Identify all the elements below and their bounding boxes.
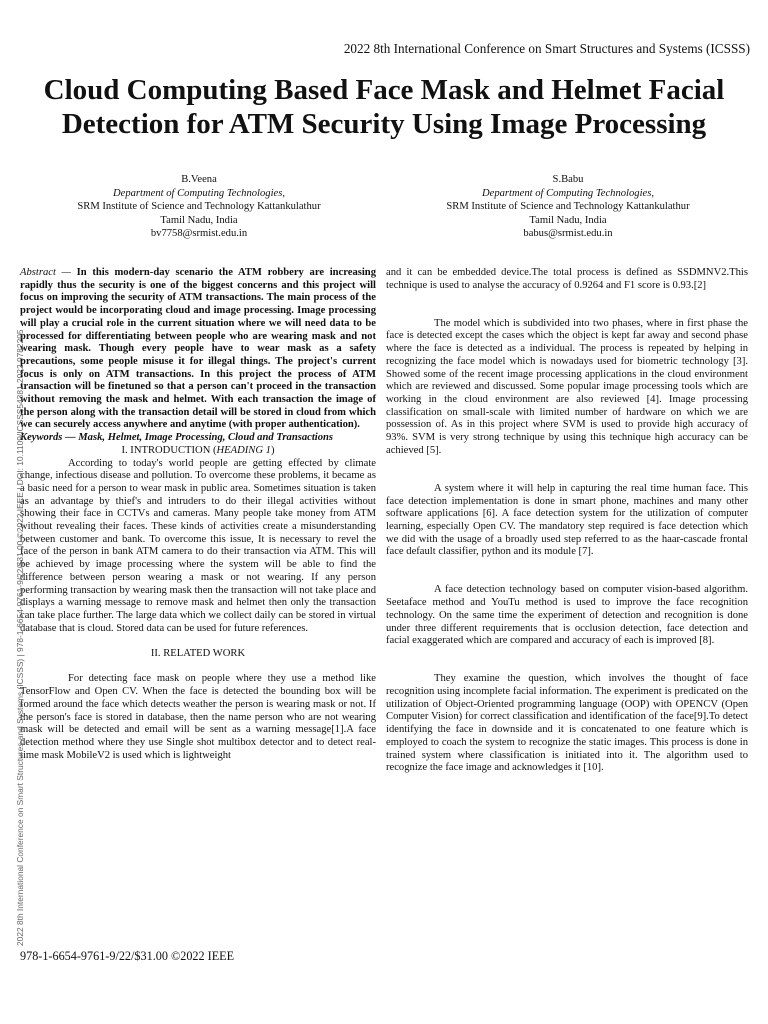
author-department: Department of Computing Technologies,	[112, 187, 286, 199]
introduction-paragraph: According to today's world people are getting effected by climate change, infectious disease and pollution. To overcome these problems, it became as a basic need for a person to wear mask in public area. Sometimes situation is taken as an advantage by thief's and intruders to do their illegal activities without showing their face in CCTVs and cameras. Many people take money from ATM without revealing their faces. These kinds of activities create a misunderstanding between customer and bank. To overcome this issue, It is necessary to revel the face of the person in bank ATM camera to do their transaction via ATM. This will be achieved by image processing where the system will be able to find the difference between person wearing a mask or not wearing. If any person performing transaction by wearing mask then the transaction will not take place and displays a warning message to remove mask and helmet then only the transaction can take place further. The large data which we collect daily can be stored in virtual database that is cloud. Stored data can be used for future references.	[20, 457, 376, 634]
author-block-2	[418, 173, 718, 241]
title-line-1: Cloud Computing Based Face Mask and Helmet Facial	[43, 74, 725, 106]
left-column	[20, 267, 376, 762]
author-location: Tamil Nadu, India	[160, 214, 238, 226]
section-heading-introduction: I. INTRODUCTION (HEADING 1)	[121, 444, 275, 456]
author-email: babus@srmist.edu.in	[523, 228, 613, 240]
body-paragraph: and it can be embedded device.The total process is defined as SSDMNV2.This technique is used to analyse the accuracy of 0.9264 and F1 score is 0.93.[2]	[386, 267, 748, 291]
author-location: Tamil Nadu, India	[529, 214, 607, 226]
body-paragraph: A system where it will help in capturing the real time human face. This face detection implementation is done in smart phone, machines and many other software applications [6]. A face detection system for the utilization of computer learning, especially Open CV. The mandatory step required is face detection which we did with the usage of a broadly used step referred to as the haar-cascade frontal face default classifier, python and its module [7].	[386, 482, 748, 558]
paper-title	[0, 73, 768, 141]
author-name: B.Veena	[181, 174, 217, 185]
author-department: Department of Computing Technologies,	[481, 187, 655, 199]
author-email: bv7758@srmist.edu.in	[150, 228, 248, 240]
keywords: Keywords — Mask, Helmet, Image Processing, Cloud and Transactions	[20, 432, 334, 444]
abstract-label: Abstract —	[20, 267, 71, 278]
abstract-text: In this modern-day scenario the ATM robbery are increasing rapidly thus the security is one of the biggest concerns and this project will focus on improving the security of ATM transactions. The main process of the project would be incorporating cloud and image processing. Image processing will play a crucial role in the current situation where we will need data to be processed for differentiating between people who are wearing mask and not wearing mask. Though every people have to wear mask as a safety precautions, some people misuse it for illegal things. The project's current focus is only on ATM transactions. In this project the process of ATM transaction will be finetuned so that a person can't proceed in the transaction without removing the mask and helmet. With each transaction the image of the person along with the transaction detail will be stored in cloud from which we can securely access anywhere and anytime (with proper authentication).	[20, 267, 376, 431]
author-name: S.Babu	[552, 174, 584, 185]
body-paragraph: The model which is subdivided into two phases, where in first phase the face is detected except the cases which the object is kept far away and second phase where the face is detected as a individual. The process is repeated by helping in recognizing the face model which is nowadays used for biometric technology [3]. Showed some of the recent image processing applications in the cloud environment which are reviewed and discussed. Some popular image processing tools which are working in the cloud environment are also reviewed [4]. Image processing classification on small-scale with limited number of hardware on which we are possession of. As in this project where SVM is used to provide high accuracy of 93%. SVM is very strong technique by using this technique high accuracy can be achieved [5].	[386, 317, 748, 456]
conference-header: 2022 8th International Conference on Smart Structures and Systems (ICSSS)	[343, 41, 750, 56]
copyright-footer: 978-1-6654-9761-9/22/$31.00 ©2022 IEEE	[20, 949, 235, 963]
author-institution: SRM Institute of Science and Technology Kattankulathur	[77, 201, 321, 213]
abstract	[20, 267, 376, 432]
section-heading-related-work: II. RELATED WORK	[150, 648, 246, 660]
body-paragraph: They examine the question, which involves the thought of face recognition using incomplete facial information. The experiment is predicated on the utilization of Object-Oriented programming language (OOP) with OPENCV (Open Computer Vision) for correct classification and identification of the face[9].To detect identifying the face in downside and it is concatenated to one feature which is employed to coach the system to recognize the static images. This process is done in trained system where classification is initiated into it. The algorithm used to recognize the face image and acknowledges it [10].	[386, 673, 748, 774]
title-line-2: Detection for ATM Security Using Image Processing	[61, 108, 707, 140]
author-institution: SRM Institute of Science and Technology Kattankulathur	[446, 201, 690, 213]
related-work-paragraph: For detecting face mask on people where they use a method like TensorFlow and Open CV. When the face is detected the bounding box will be formed around the face which detects weather the person is wearing mask or not. If the person's face is stored in database, then the name person who are not wearing mask will be detected and email will be sent as a warning message[1].A face detection method where they use Single shot multibox detector and to detect real-time mask MobileV2 is used which is lightweight	[20, 673, 376, 761]
right-column	[386, 267, 748, 775]
body-paragraph: A face detection technology based on computer vision-based algorithm. Seetaface method and YouTu method is used to improve the face recognition technology. On the same time the experiment of detection and recognition is done under three different requirements that is occlusion detection, face detection and facial exaggerated which are compared and accuracy of each is improved [8].	[386, 584, 748, 647]
doi-sidebar: 2022 8th International Conference on Smart Structures and Systems (ICSSS) | 978-1-6654-9761-9/22/$31.00 ©2022 IEEE | DOI: 10.1109/ICSSS54381.2022.9782205	[15, 329, 25, 946]
author-block-1	[49, 173, 349, 241]
